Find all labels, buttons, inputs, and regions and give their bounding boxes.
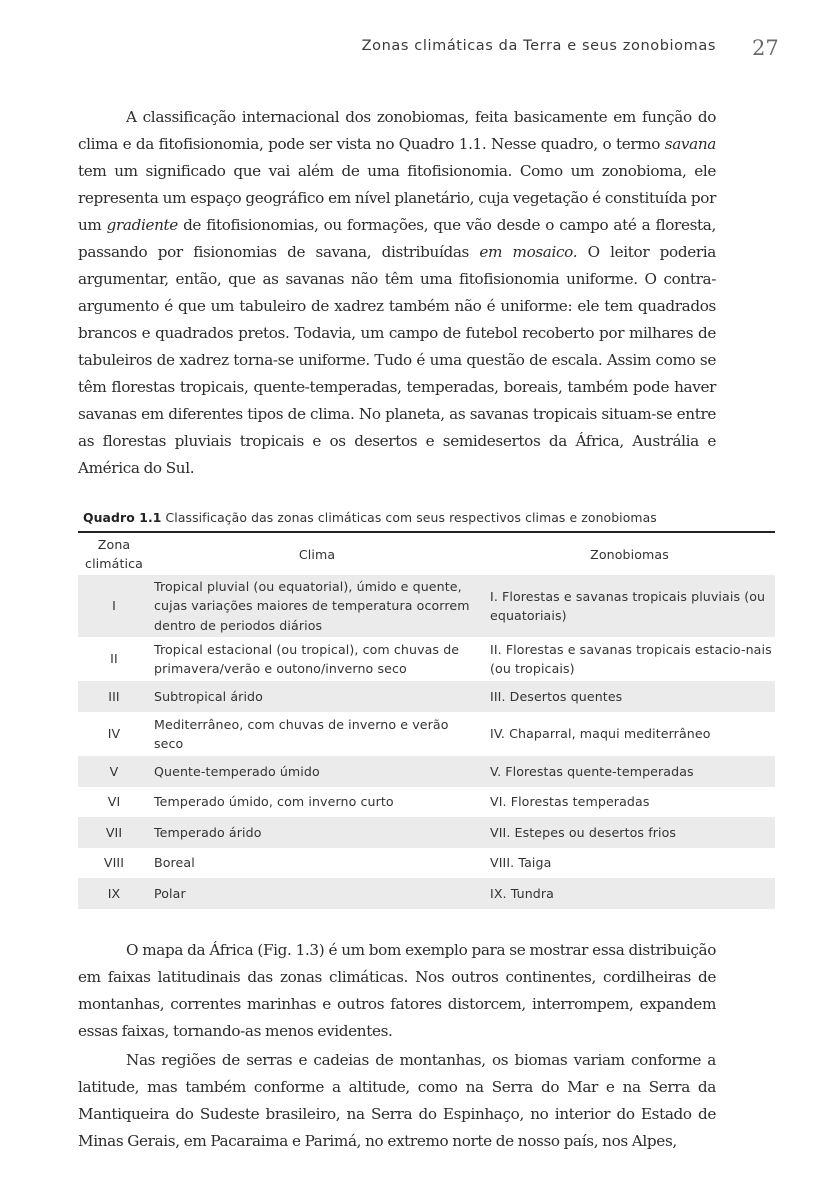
cell-zona: I (78, 575, 150, 637)
cell-zonobioma: V. Florestas quente-temperadas (484, 756, 775, 787)
header-clima: Clima (298, 546, 336, 562)
running-header-title: Zonas climáticas da Terra e seus zonobiomas (361, 38, 716, 54)
table-caption-label: Quadro 1.1 (83, 510, 162, 525)
italic-term-mosaico: em mosaico. (479, 243, 578, 261)
cell-zona: IV (107, 726, 121, 742)
cell-zona: III (78, 681, 150, 712)
cell-zona: VIII (103, 855, 125, 871)
cell-zonobioma: VI. Florestas temperadas (490, 794, 650, 810)
page-number: 27 (752, 36, 779, 60)
paragraph-text: O leitor poderia argumentar, então, que as savanas não têm uma fitofisionomia uniforme. O contra-argumento é que um tabuleiro de xadrez também não é uniforme: ele tem quadrados brancos e quadrados pretos. Todavia, um campo de futebol recoberto por milhares de tabuleiros de xadrez torna-se uniforme. Tudo é uma questão de escala. Assim como se têm florestas tropicais, quente-temperadas, temperadas, boreais, também pode haver savanas em diferentes tipos de clima. No planeta, as savanas tropicais situam-se entre as florestas pluviais tropicais e os desertos e semidesertos da África, Austrália e América do Sul. (78, 243, 716, 477)
cell-zonobioma: I. Florestas e savanas tropicais pluviais (ou equatoriais) (484, 575, 775, 637)
table-row (78, 712, 775, 756)
cell-clima: Polar (150, 878, 484, 909)
cell-clima: Subtropical árido (150, 681, 484, 712)
cell-zona: IX (78, 878, 150, 909)
header-zona-line1: Zona (97, 537, 131, 552)
table-header-row (78, 533, 775, 575)
cell-clima: Tropical estacional (ou tropical), com chuvas de primavera/verão e outono/inverno seco (154, 641, 460, 676)
paragraph-text: de fitofisionomias, ou formações, que vão desde o campo até a floresta, passando por fisionomias de savana, distribuídas (78, 216, 716, 261)
table-row (78, 756, 775, 787)
paragraph-text: tem um significado que vai além de uma fitofisionomia. Como um zonobioma, ele representa um espaço geográfico em nível planetário, cuja vegetação é constituída por um (78, 162, 716, 234)
table-row (78, 817, 775, 848)
cell-zona: V (78, 756, 150, 787)
cell-clima: Boreal (154, 855, 195, 871)
cell-clima: Mediterrâneo, com chuvas de inverno e verão seco (154, 716, 449, 751)
paragraph-text: O mapa da África (Fig. 1.3) é um bom exemplo para se mostrar essa distribuição em faixas latitudinais das zonas climáticas. Nos outros continentes, cordilheiras de montanhas, correntes marinhas e outros fatores distorcem, interrompem, expandem essas faixas, tornando-as menos evidentes. (78, 941, 716, 1040)
cell-zonobioma: VII. Estepes ou desertos frios (484, 817, 775, 848)
table-row (78, 637, 775, 681)
cell-zonobioma: IV. Chaparral, maqui mediterrâneo (490, 726, 711, 742)
table-row (78, 878, 775, 909)
cell-clima: Temperado úmido, com inverno curto (154, 794, 394, 810)
cell-zona: VI (107, 794, 121, 810)
body-paragraph-1 (78, 104, 716, 482)
table-row (78, 575, 775, 637)
body-paragraph-3 (78, 1047, 716, 1155)
header-zonobiomas: Zonobiomas (590, 546, 669, 562)
climate-zones-table (78, 531, 775, 909)
cell-clima: Temperado árido (150, 817, 484, 848)
header-zona-climatica (78, 533, 150, 575)
italic-term-gradiente: gradiente (106, 216, 178, 234)
paragraph-text: Nas regiões de serras e cadeias de montanhas, os biomas variam conforme a latitude, mas também conforme a altitude, como na Serra do Mar e na Serra da Mantiqueira do Sudeste brasileiro, na Serra do Espinhaço, no interior do Estado de Minas Gerais, em Pacaraima e Parimá, no extremo norte de nosso país, nos Alpes, (78, 1051, 716, 1150)
cell-zonobioma: III. Desertos quentes (484, 681, 775, 712)
cell-zonobioma: VIII. Taiga (490, 855, 552, 871)
table-caption (83, 510, 657, 525)
table-row (78, 787, 775, 818)
cell-zonobioma: IX. Tundra (484, 878, 775, 909)
table-caption-text: Classificação das zonas climáticas com seus respectivos climas e zonobiomas (161, 510, 657, 525)
table-row (78, 848, 775, 879)
table-row (78, 681, 775, 712)
header-zona-line2: climática (85, 556, 143, 571)
cell-zona: VII (78, 817, 150, 848)
italic-term-savana: savana (664, 135, 716, 153)
cell-clima: Quente-temperado úmido (150, 756, 484, 787)
body-paragraph-2 (78, 937, 716, 1045)
cell-zonobioma: II. Florestas e savanas tropicais estacio-nais (ou tropicais) (490, 641, 772, 676)
cell-zona: II (110, 651, 118, 667)
paragraph-text: A classificação internacional dos zonobiomas, feita basicamente em função do clima e da fitofisionomia, pode ser vista no Quadro 1.1. Nesse quadro, o termo (78, 108, 716, 153)
cell-clima: Tropical pluvial (ou equatorial), úmido e quente, cujas variações maiores de temperatura ocorrem dentro de periodos diários (150, 575, 484, 637)
